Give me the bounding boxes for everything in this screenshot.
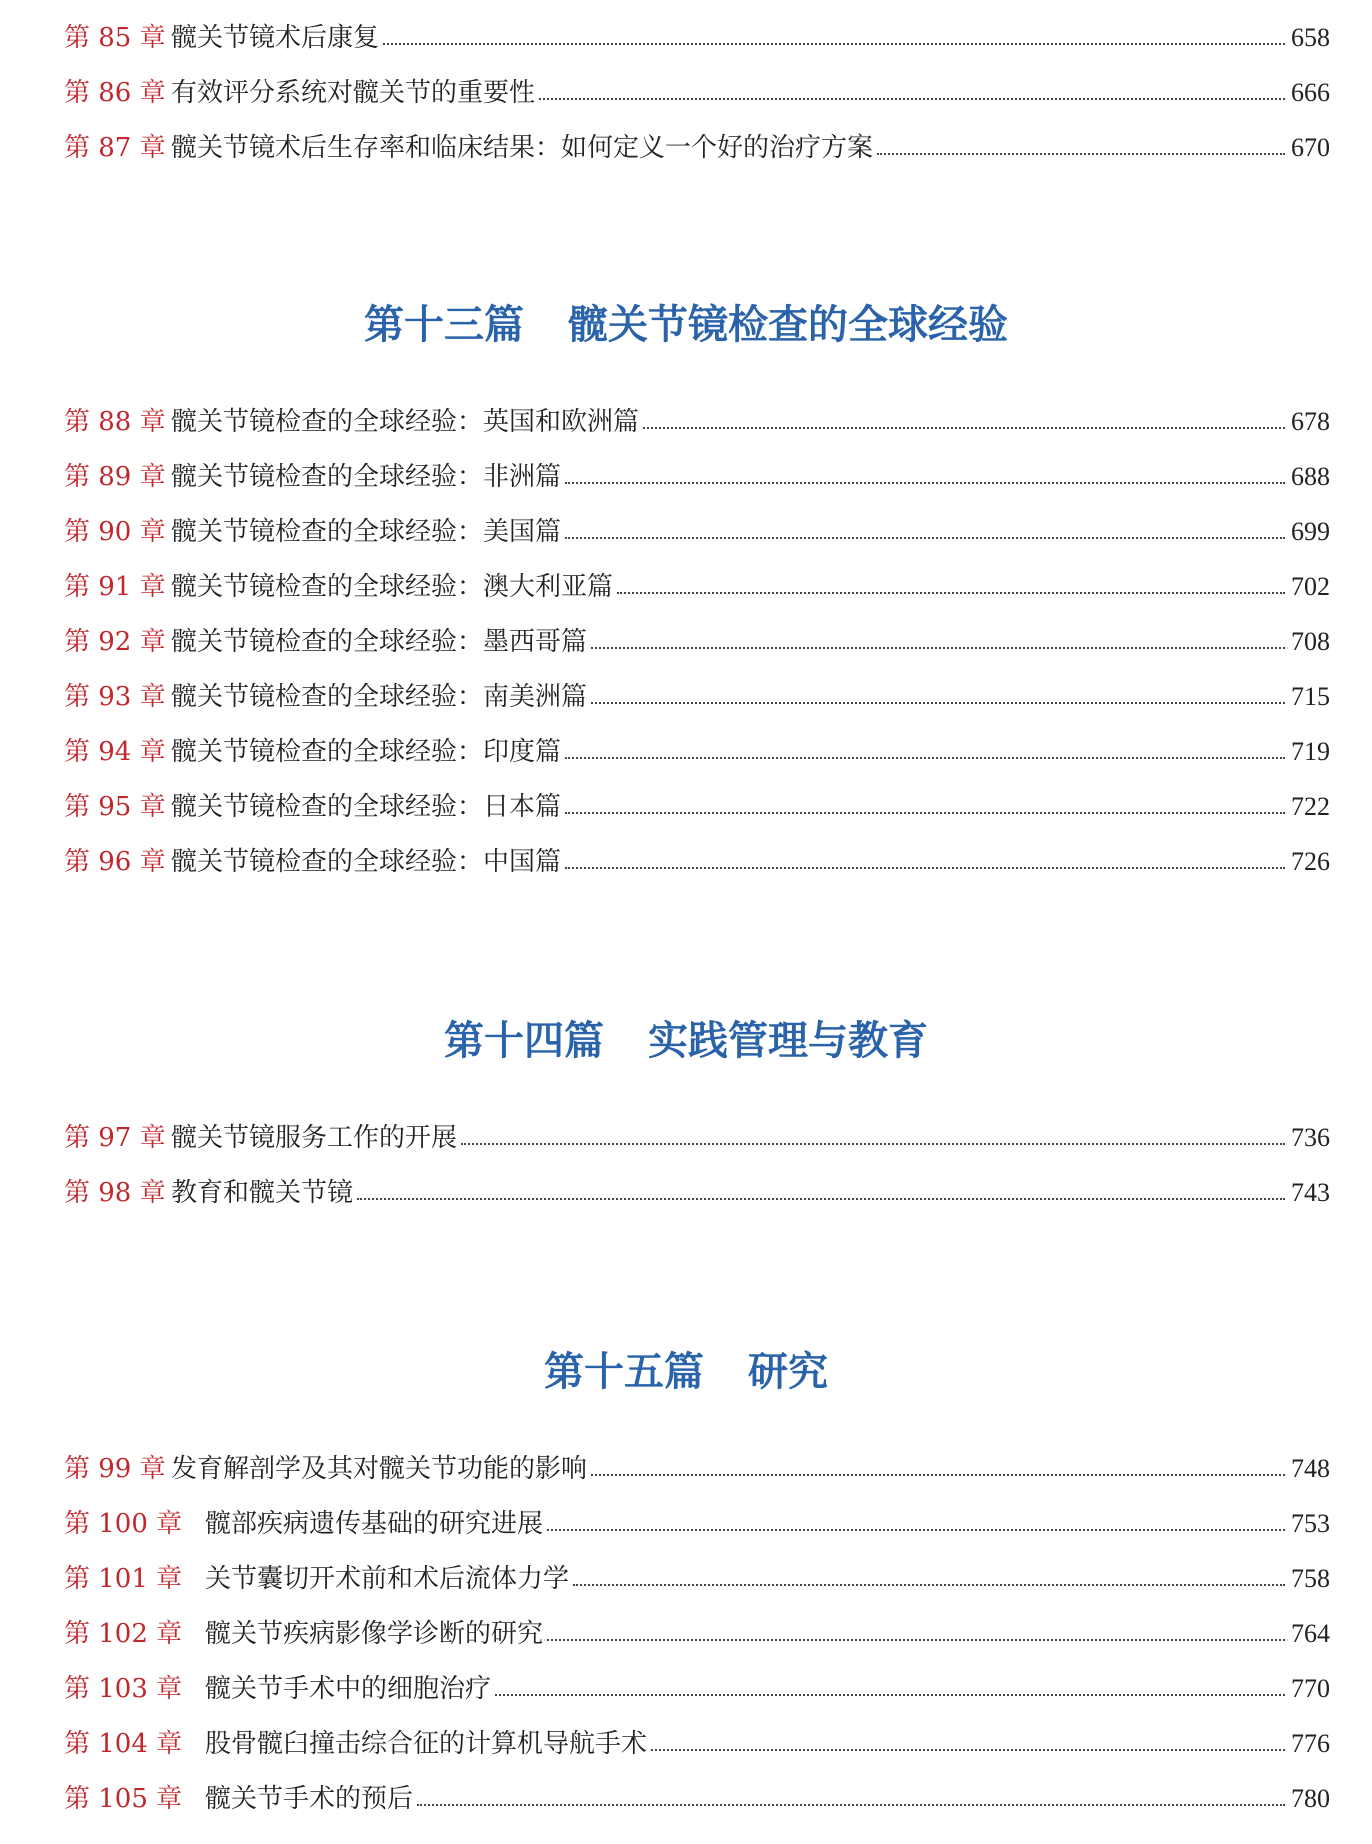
chapter-title: 髋关节镜检查的全球经验：日本篇 — [171, 792, 562, 822]
toc-entry[interactable] — [64, 1447, 1330, 1491]
dot-leader — [565, 757, 1285, 759]
toc-entry[interactable] — [64, 455, 1330, 499]
chapter-number: 第 97 章 — [64, 1123, 166, 1153]
toc-entry[interactable] — [64, 510, 1330, 554]
dot-leader — [357, 1198, 1285, 1200]
toc-entry[interactable] — [64, 840, 1330, 884]
page-number: 758 — [1291, 1564, 1330, 1593]
page-number: 719 — [1291, 737, 1330, 766]
part-number: 第十四篇 — [444, 1018, 604, 1064]
page-number: 699 — [1291, 517, 1330, 546]
dot-leader — [539, 98, 1285, 100]
page-number: 770 — [1291, 1674, 1330, 1703]
page-number: 780 — [1291, 1784, 1330, 1813]
toc-entry[interactable] — [64, 126, 1330, 170]
toc-entry[interactable] — [64, 1557, 1330, 1601]
chapter-number: 第 102 章 — [64, 1619, 183, 1649]
chapter-number: 第 103 章 — [64, 1674, 183, 1704]
chapter-number: 第 105 章 — [64, 1784, 183, 1814]
chapter-number: 第 89 章 — [64, 462, 166, 492]
dot-leader — [591, 1474, 1285, 1476]
chapter-number: 第 86 章 — [64, 78, 166, 108]
dot-leader — [651, 1749, 1285, 1751]
chapter-number: 第 87 章 — [64, 133, 166, 163]
toc-entry[interactable] — [64, 400, 1330, 444]
chapter-title: 关节囊切开术前和术后流体力学 — [205, 1564, 570, 1594]
chapter-title: 髋关节镜服务工作的开展 — [171, 1123, 458, 1153]
page-number: 748 — [1291, 1454, 1330, 1483]
page-number: 688 — [1291, 462, 1330, 491]
chapter-number: 第 94 章 — [64, 737, 166, 767]
chapter-title: 髋关节镜检查的全球经验：南美洲篇 — [171, 682, 588, 712]
chapter-title: 髋关节镜检查的全球经验：墨西哥篇 — [171, 627, 588, 657]
chapter-number: 第 91 章 — [64, 572, 166, 602]
toc-entry[interactable] — [64, 1116, 1330, 1160]
dot-leader — [643, 427, 1285, 429]
chapter-number: 第 99 章 — [64, 1454, 166, 1484]
chapter-number: 第 85 章 — [64, 23, 166, 53]
dot-leader — [565, 482, 1285, 484]
chapter-title: 发育解剖学及其对髋关节功能的影响 — [171, 1454, 588, 1484]
dot-leader — [617, 592, 1285, 594]
chapter-title: 髋关节手术的预后 — [205, 1784, 414, 1814]
dot-leader — [547, 1639, 1285, 1641]
dot-leader — [461, 1143, 1285, 1145]
part-heading — [0, 299, 1372, 351]
toc-entry[interactable] — [64, 620, 1330, 664]
chapter-title: 髋关节手术中的细胞治疗 — [205, 1674, 492, 1704]
part-title-text: 实践管理与教育 — [648, 1018, 928, 1064]
part-heading — [0, 1346, 1372, 1398]
chapter-title: 有效评分系统对髋关节的重要性 — [171, 78, 536, 108]
dot-leader — [565, 867, 1285, 869]
toc-entry[interactable] — [64, 1612, 1330, 1656]
dot-leader — [383, 43, 1285, 45]
page-number: 753 — [1291, 1509, 1330, 1538]
part-title-text: 髋关节镜检查的全球经验 — [568, 302, 1008, 348]
page-number: 726 — [1291, 847, 1330, 876]
dot-leader — [573, 1584, 1285, 1586]
chapter-title: 髋关节疾病影像学诊断的研究 — [205, 1619, 544, 1649]
page-number: 678 — [1291, 407, 1330, 436]
dot-leader — [565, 537, 1285, 539]
chapter-title: 教育和髋关节镜 — [171, 1178, 354, 1208]
chapter-title: 髋关节镜检查的全球经验：印度篇 — [171, 737, 562, 767]
chapter-title: 股骨髋臼撞击综合征的计算机导航手术 — [205, 1729, 648, 1759]
chapter-number: 第 90 章 — [64, 517, 166, 547]
chapter-number: 第 96 章 — [64, 847, 166, 877]
toc-entry[interactable] — [64, 730, 1330, 774]
page-number: 764 — [1291, 1619, 1330, 1648]
dot-leader — [591, 647, 1285, 649]
chapter-title: 髋关节镜术后康复 — [171, 23, 380, 53]
chapter-number: 第 100 章 — [64, 1509, 183, 1539]
dot-leader — [877, 153, 1285, 155]
page-number: 743 — [1291, 1178, 1330, 1207]
chapter-title: 髋关节镜术后生存率和临床结果：如何定义一个好的治疗方案 — [171, 133, 874, 163]
part-number: 第十五篇 — [544, 1349, 704, 1395]
chapter-title: 髋关节镜检查的全球经验：非洲篇 — [171, 462, 562, 492]
page-number: 658 — [1291, 23, 1330, 52]
toc-entry[interactable] — [64, 1777, 1330, 1821]
chapter-title: 髋关节镜检查的全球经验：中国篇 — [171, 847, 562, 877]
page-number: 702 — [1291, 572, 1330, 601]
page-number: 722 — [1291, 792, 1330, 821]
page-number: 715 — [1291, 682, 1330, 711]
page-number: 736 — [1291, 1123, 1330, 1152]
toc-entry[interactable] — [64, 1171, 1330, 1215]
part-heading — [0, 1015, 1372, 1067]
chapter-number: 第 98 章 — [64, 1178, 166, 1208]
toc-entry[interactable] — [64, 565, 1330, 609]
chapter-number: 第 101 章 — [64, 1564, 183, 1594]
toc-entry[interactable] — [64, 16, 1330, 60]
chapter-number: 第 104 章 — [64, 1729, 183, 1759]
dot-leader — [495, 1694, 1285, 1696]
toc-entry[interactable] — [64, 785, 1330, 829]
chapter-number: 第 88 章 — [64, 407, 166, 437]
dot-leader — [547, 1529, 1285, 1531]
chapter-number: 第 95 章 — [64, 792, 166, 822]
part-number: 第十三篇 — [364, 302, 524, 348]
chapter-title: 髋关节镜检查的全球经验：澳大利亚篇 — [171, 572, 614, 602]
chapter-number: 第 93 章 — [64, 682, 166, 712]
toc-entry[interactable] — [64, 71, 1330, 115]
toc-entry[interactable] — [64, 1722, 1330, 1766]
chapter-title: 髋关节镜检查的全球经验：美国篇 — [171, 517, 562, 547]
toc-entry[interactable] — [64, 1502, 1330, 1546]
dot-leader — [591, 702, 1285, 704]
dot-leader — [565, 812, 1285, 814]
dot-leader — [417, 1804, 1285, 1806]
page-number: 666 — [1291, 78, 1330, 107]
part-title-text: 研究 — [748, 1349, 828, 1395]
page-number: 670 — [1291, 133, 1330, 162]
toc-entry[interactable] — [64, 675, 1330, 719]
chapter-number: 第 92 章 — [64, 627, 166, 657]
chapter-title: 髋部疾病遗传基础的研究进展 — [205, 1509, 544, 1539]
page-number: 776 — [1291, 1729, 1330, 1758]
toc-entry[interactable] — [64, 1667, 1330, 1711]
page-number: 708 — [1291, 627, 1330, 656]
chapter-title: 髋关节镜检查的全球经验：英国和欧洲篇 — [171, 407, 640, 437]
